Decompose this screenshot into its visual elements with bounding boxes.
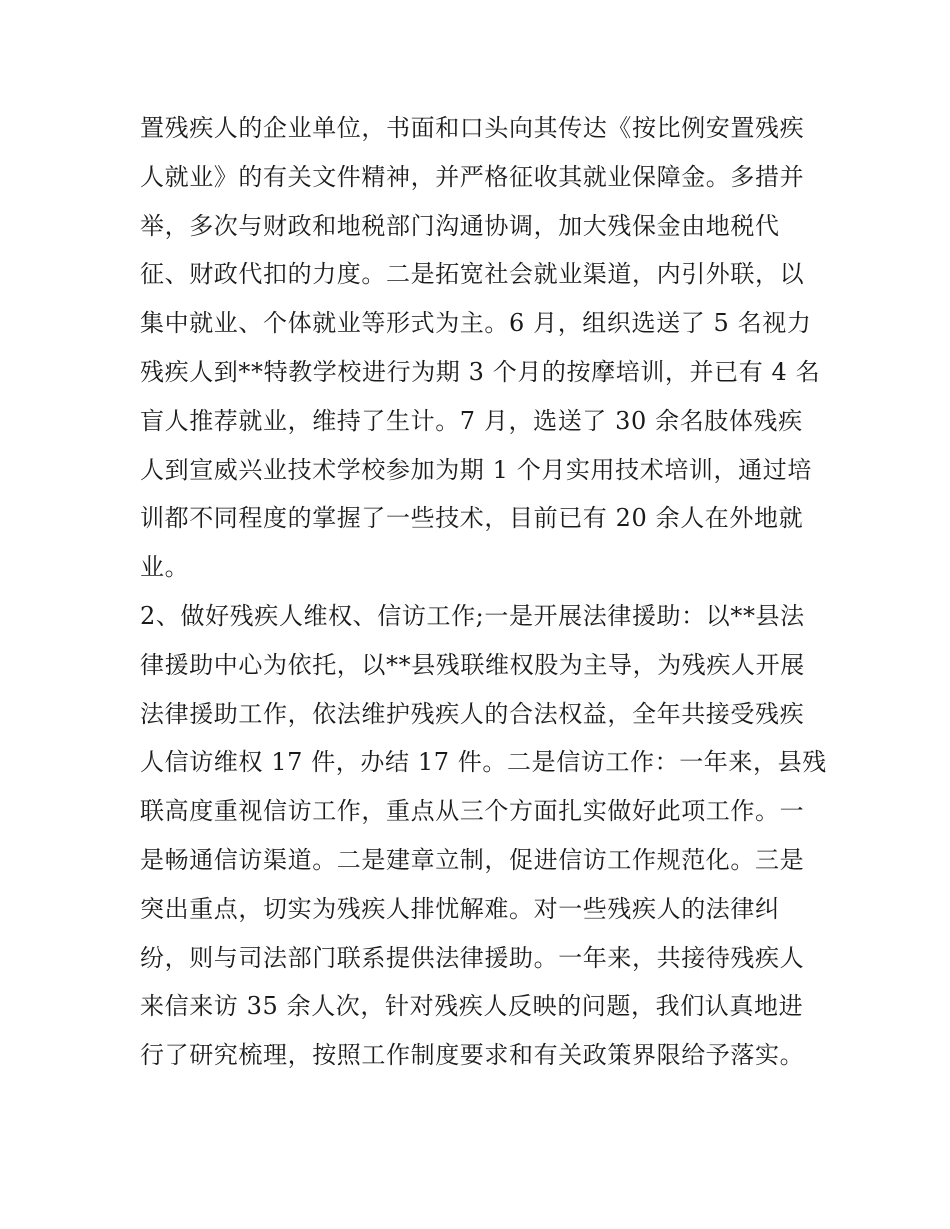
text-line-12: 律援助中心为依托，以**县残联维权股为主导，为残疾人开展 [140, 650, 805, 679]
text-line-6: 残疾人到**特教学校进行为期 3 个月的按摩培训，并已有 4 名 [140, 357, 821, 386]
text-line-5: 集中就业、个体就业等形式为主。6 月，组织选送了 5 名视力 [140, 309, 812, 338]
text-line-10: 业。 [140, 553, 190, 582]
text-line-15: 联高度重视信访工作，重点从三个方面扎实做好此项工作。一 [140, 797, 805, 826]
text-line-2: 人就业》的有关文件精神，并严格征收其就业保障金。多措并 [140, 162, 805, 191]
text-line-11: 2、做好残疾人维权、信访工作;一是开展法律援助：以**县法 [140, 601, 805, 630]
text-line-16: 是畅通信访渠道。二是建章立制，促进信访工作规范化。三是 [140, 845, 805, 874]
text-line-13: 法律援助工作，依法维护残疾人的合法权益，全年共接受残疾 [140, 699, 805, 728]
text-line-20: 行了研究梳理，按照工作制度要求和有关政策界限给予落实。 [140, 1041, 805, 1070]
text-line-9: 训都不同程度的掌握了一些技术，目前已有 20 余人在外地就 [140, 504, 804, 533]
document-body [140, 104, 827, 1080]
text-line-8: 人到宣威兴业技术学校参加为期 1 个月实用技术培训，通过培 [140, 455, 812, 484]
text-line-7: 盲人推荐就业，维持了生计。7 月，选送了 30 余名肢体残疾 [140, 406, 803, 435]
text-line-1: 置残疾人的企业单位，书面和口头向其传达《按比例安置残疾 [140, 114, 805, 142]
text-line-14: 人信访维权 17 件，办结 17 件。二是信访工作：一年来，县残 [140, 748, 827, 777]
text-line-3: 举，多次与财政和地税部门沟通协调，加大残保金由地税代 [140, 211, 780, 240]
text-line-4: 征、财政代扣的力度。二是拓宽社会就业渠道，内引外联，以 [140, 260, 805, 289]
text-line-18: 纷，则与司法部门联系提供法律援助。一年来，共接待残疾人 [140, 943, 805, 972]
text-line-17: 突出重点，切实为残疾人排忧解难。对一些残疾人的法律纠 [140, 894, 780, 923]
text-line-19: 来信来访 35 余人次，针对残疾人反映的问题，我们认真地进 [140, 992, 804, 1021]
